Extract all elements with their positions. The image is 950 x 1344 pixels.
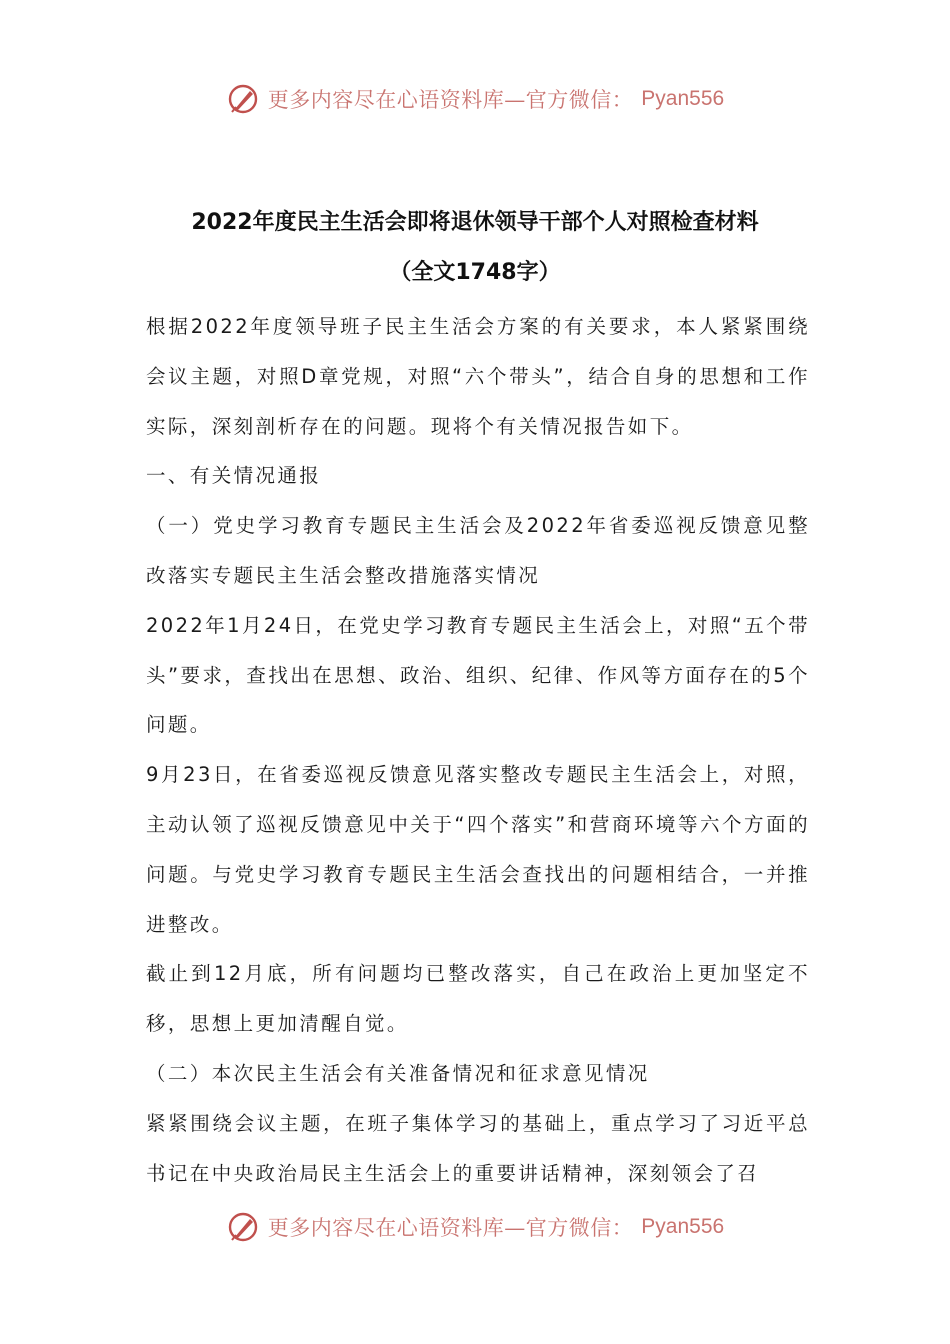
subsection-heading: （二）本次民主生活会有关准备情况和征求意见情况	[146, 1061, 650, 1085]
paragraph: 紧紧围绕会议主题，在班子集体学习的基础上，重点学习了习近平总书记在中央政治局民主生活会上的重要讲话精神，深刻领会了召	[146, 1111, 810, 1185]
quill-pen-circle-icon	[226, 1210, 260, 1244]
document-subtitle: （全文1748字）	[389, 260, 561, 285]
paragraph: 截止到12月底，所有问题均已整改落实，自己在政治上更加坚定不移，思想上更加清醒自觉。	[146, 962, 810, 1036]
quill-pen-circle-icon	[226, 82, 260, 116]
header-watermark	[0, 82, 950, 116]
watermark-handle: Pyan556	[641, 1215, 725, 1238]
watermark-handle: Pyan556	[641, 87, 725, 110]
subsection-heading: （一）党史学习教育专题民主生活会及2022年省委巡视反馈意见整改落实专题民主生活会整改措施落实情况	[146, 514, 810, 587]
document-title: 2022年度民主生活会即将退休领导干部个人对照检查材料	[191, 210, 759, 235]
paragraph: 根据2022年度领导班子民主生活会方案的有关要求，本人紧紧围绕会议主题，对照D章党规，对照“六个带头”，结合自身的思想和工作实际，深刻剖析存在的问题。现将个有关情况报告如下。	[146, 315, 810, 438]
watermark-text: 更多内容尽在心语资料库—官方微信：	[267, 1216, 634, 1240]
paragraph: 9月23日，在省委巡视反馈意见落实整改专题民主生活会上，对照，主动认领了巡视反馈意见中关于“四个落实”和营商环境等六个方面的问题。与党史学习教育专题民主生活会查找出的问题相结合，一并推进整改。	[146, 763, 810, 936]
paragraph: 2022年1月24日，在党史学习教育专题民主生活会上，对照“五个带头”要求，查找出在思想、政治、组织、纪律、作风等方面存在的5个问题。	[146, 613, 810, 737]
footer-watermark	[0, 1210, 950, 1244]
document-body	[146, 302, 810, 1198]
watermark-text: 更多内容尽在心语资料库—官方微信：	[267, 88, 634, 112]
section-heading: 一、有关情况通报	[146, 464, 322, 488]
